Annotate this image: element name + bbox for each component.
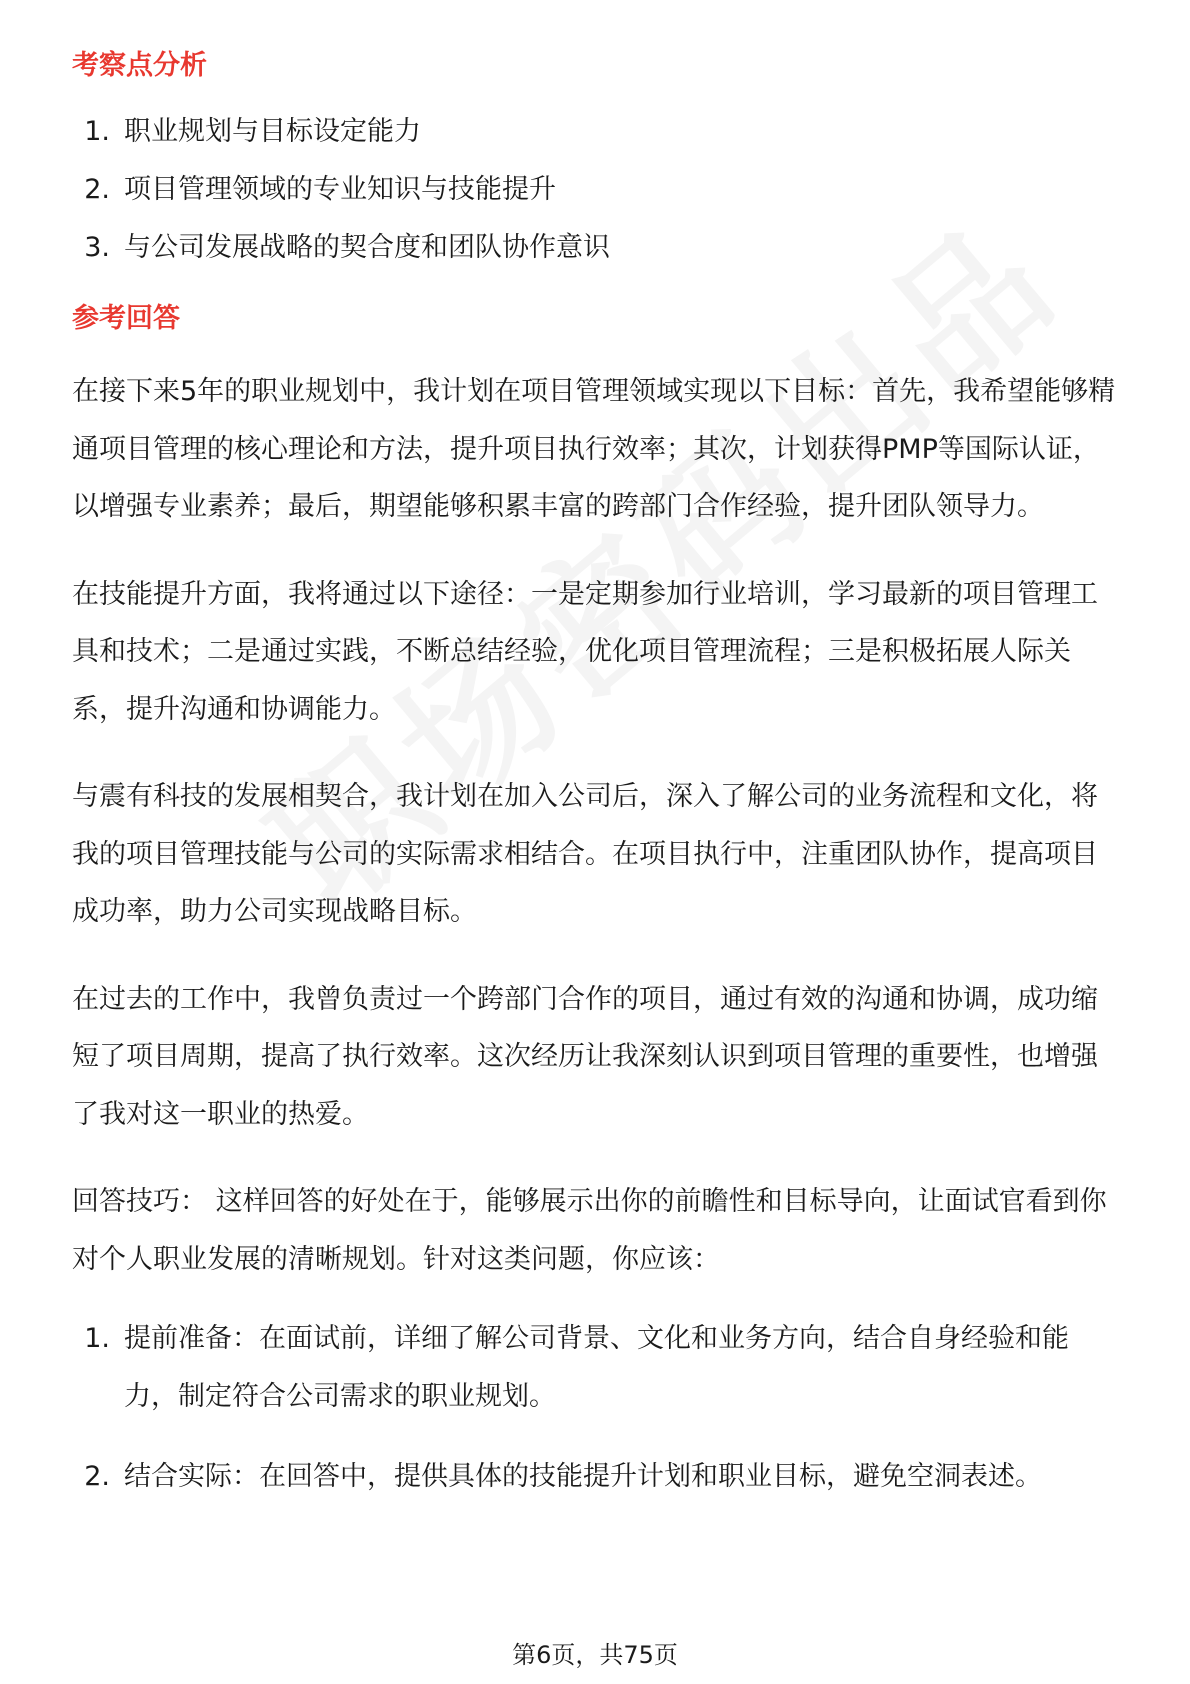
list-item bbox=[72, 1310, 1122, 1426]
list-item bbox=[72, 161, 1122, 219]
answer-paragraph: 在技能提升方面，我将通过以下途径：一是定期参加行业培训，学习最新的项目管理工具和技术；二是通过实践，不断总结经验，优化项目管理流程；三是积极拓展人际关系，提升沟通和协调能力。 bbox=[72, 578, 1098, 725]
document-page bbox=[72, 46, 1122, 1506]
list-number: 2. bbox=[84, 174, 110, 205]
section-heading-answer: 参考回答 bbox=[72, 303, 180, 334]
list-number: 1. bbox=[84, 116, 110, 147]
list-text: 与公司发展战略的契合度和团队协作意识 bbox=[124, 232, 610, 263]
page-footer: 第6页，共75页 bbox=[512, 1641, 678, 1669]
list-item bbox=[72, 1448, 1122, 1506]
answer-paragraph: 与震有科技的发展相契合，我计划在加入公司后，深入了解公司的业务流程和文化，将我的项目管理技能与公司的实际需求相结合。在项目执行中，注重团队协作，提高项目成功率，助力公司实现战略目标。 bbox=[72, 781, 1098, 927]
list-item bbox=[72, 219, 1122, 277]
answer-paragraph: 在过去的工作中，我曾负责过一个跨部门合作的项目，通过有效的沟通和协调，成功缩短了项目周期，提高了执行效率。这次经历让我深刻认识到项目管理的重要性，也增强了我对这一职业的热爱。 bbox=[72, 983, 1098, 1130]
list-item bbox=[72, 103, 1122, 161]
section-heading-analysis: 考察点分析 bbox=[72, 50, 207, 81]
list-number: 3. bbox=[84, 232, 110, 263]
list-text: 职业规划与目标设定能力 bbox=[124, 116, 421, 147]
tips-list bbox=[72, 1310, 1122, 1506]
list-number: 2. bbox=[84, 1461, 110, 1492]
list-text: 提前准备：在面试前，详细了解公司背景、文化和业务方向，结合自身经验和能力，制定符合公司需求的职业规划。 bbox=[124, 1323, 1069, 1412]
list-text: 结合实际：在回答中，提供具体的技能提升计划和职业目标，避免空洞表述。 bbox=[124, 1461, 1042, 1492]
list-number: 1. bbox=[84, 1323, 110, 1354]
answer-paragraph: 在接下来5年的职业规划中，我计划在项目管理领域实现以下目标：首先，我希望能够精通项目管理的核心理论和方法，提升项目执行效率；其次，计划获得PMP等国际认证，以增强专业素养；最后，期望能够积累丰富的跨部门合作经验，提升团队领导力。 bbox=[72, 376, 1116, 522]
analysis-list bbox=[72, 103, 1122, 277]
answer-tips-intro: 回答技巧： 这样回答的好处在于，能够展示出你的前瞻性和目标导向，让面试官看到你对个人职业发展的清晰规划。针对这类问题，你应该： bbox=[72, 1186, 1107, 1275]
list-text: 项目管理领域的专业知识与技能提升 bbox=[124, 174, 556, 205]
